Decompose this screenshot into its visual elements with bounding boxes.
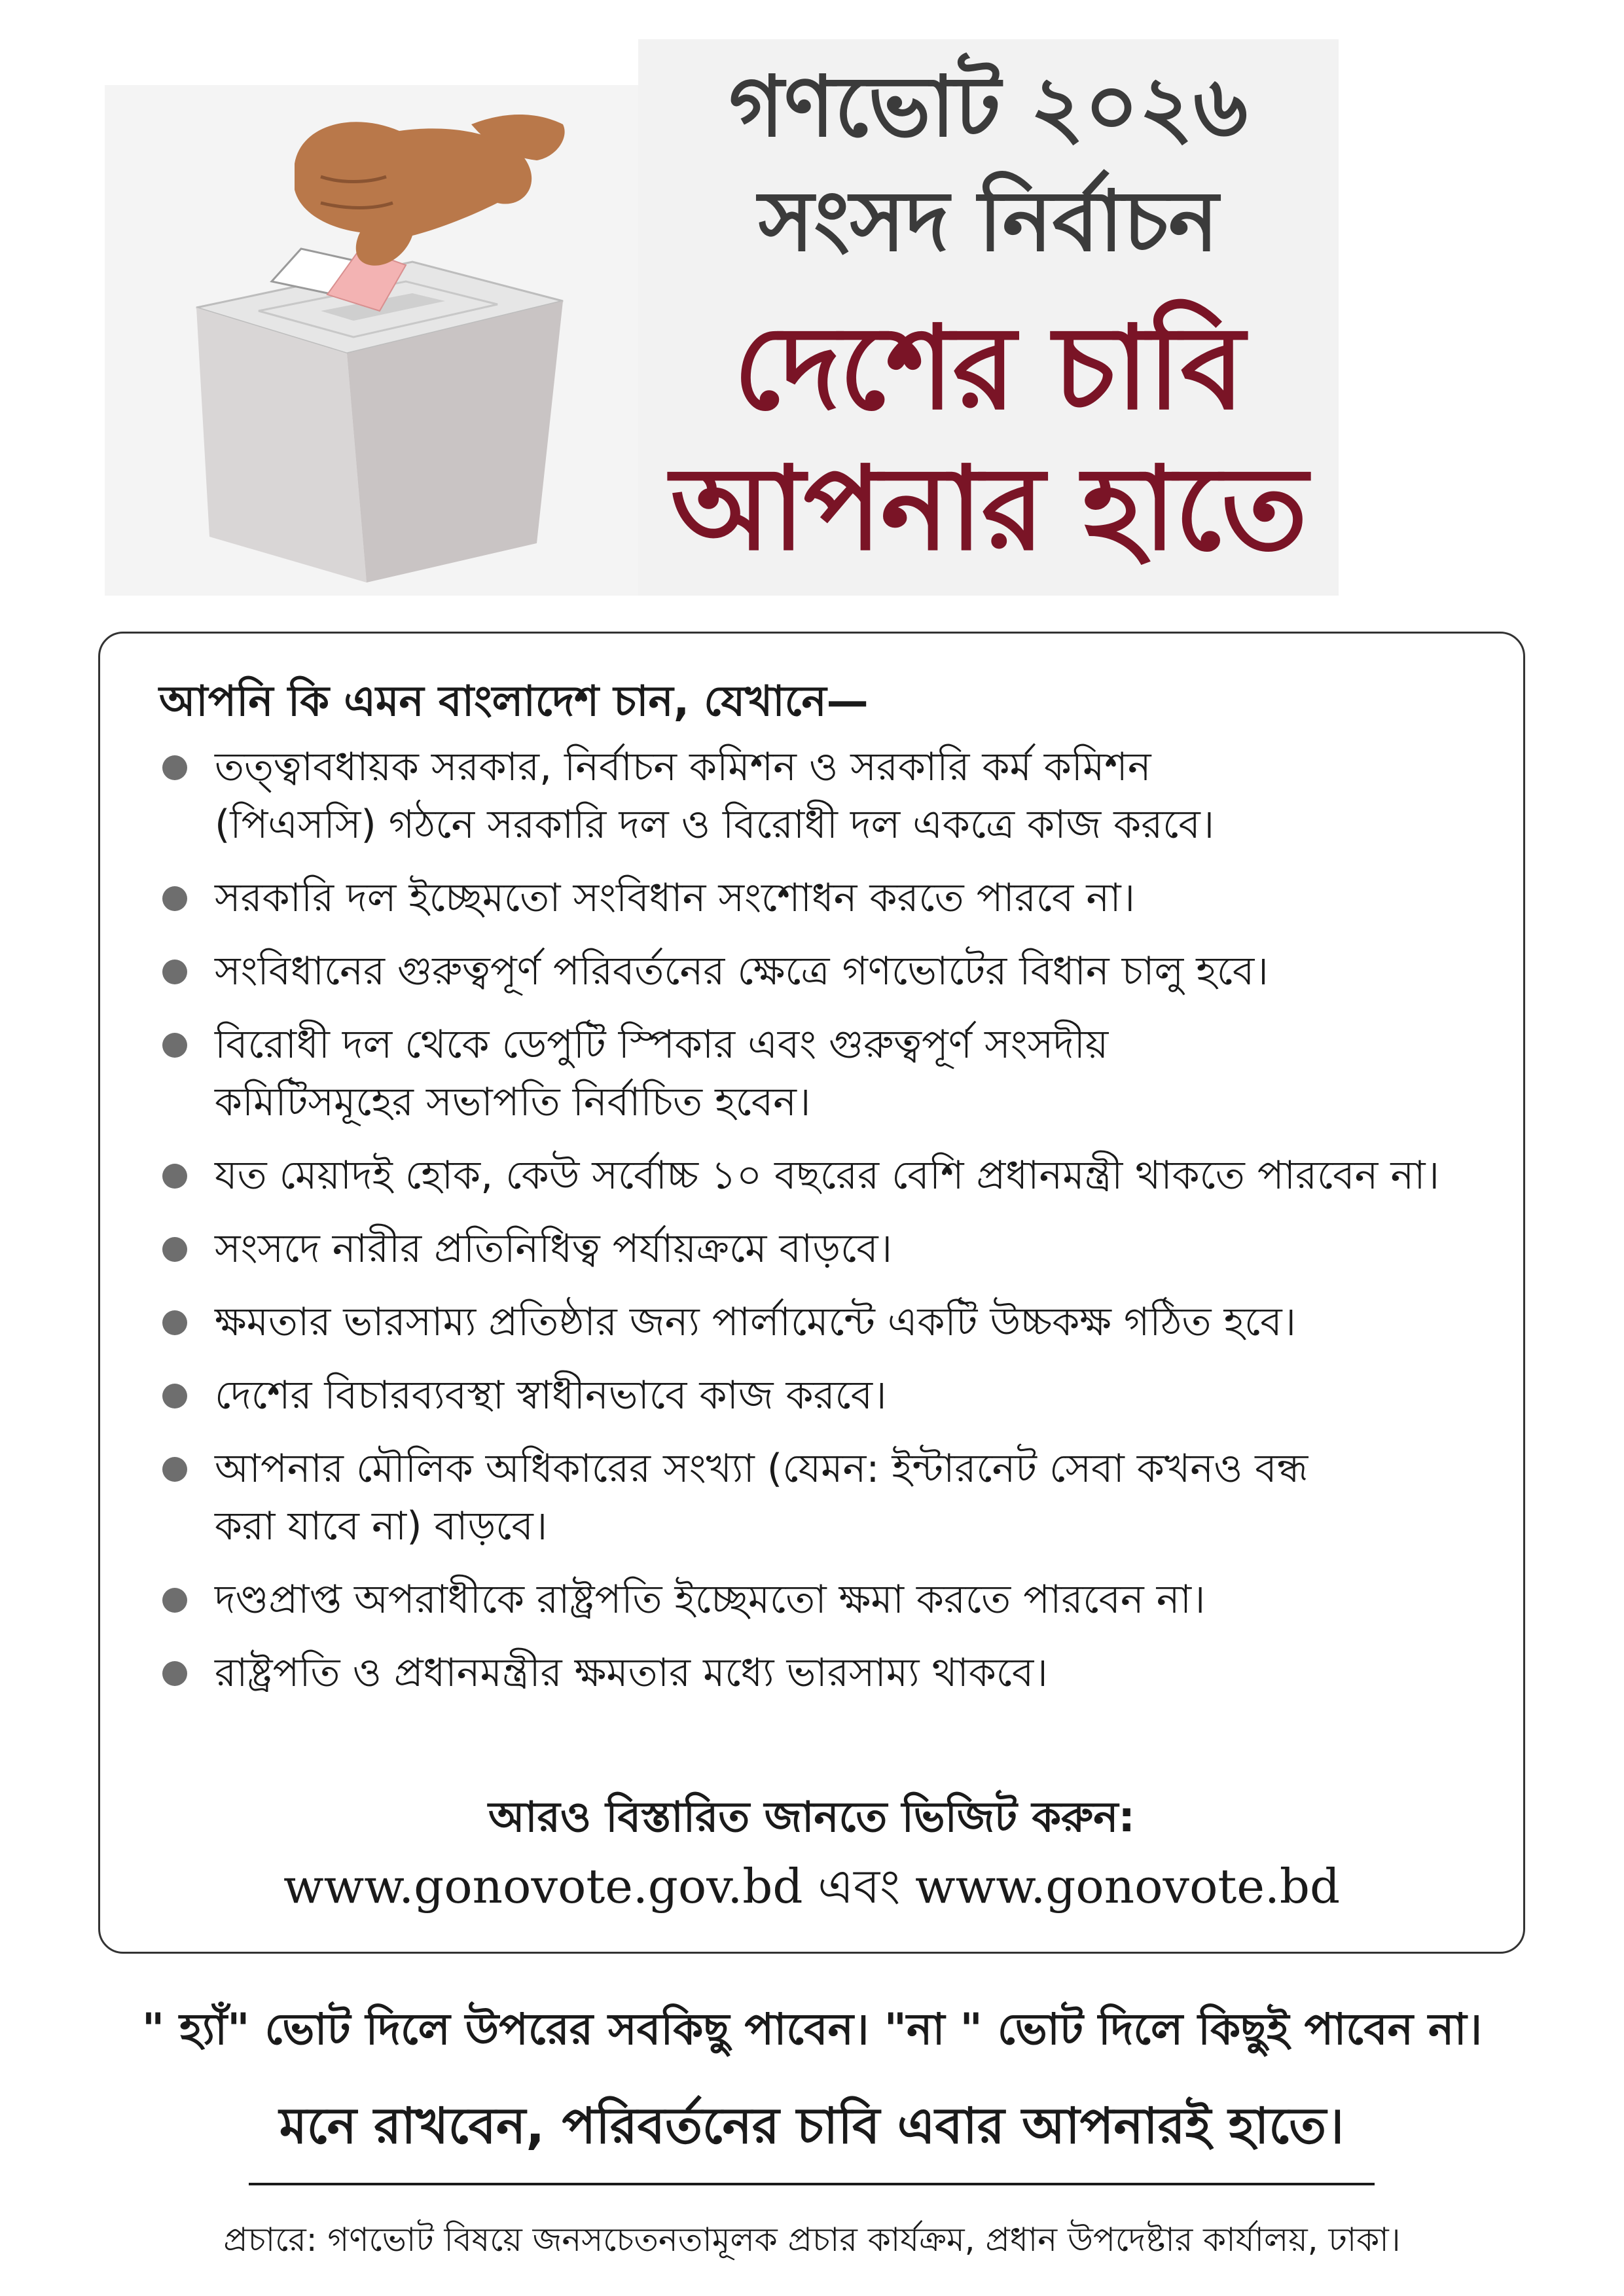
list-item bbox=[162, 1147, 1511, 1204]
bullet-icon bbox=[162, 886, 187, 911]
ballot-box-illustration bbox=[105, 85, 668, 596]
intro-question: আপনি কি এমন বাংলাদেশ চান, যেখানে— bbox=[159, 677, 869, 726]
list-item-line: সংসদে নারীর প্রতিনিধিত্ব পর্যায়ক্রমে বাড়বে। bbox=[215, 1226, 893, 1272]
bullet-icon bbox=[162, 960, 187, 984]
list-item bbox=[162, 738, 1511, 853]
list-item-line: তত্ত্বাবধায়ক সরকার, নির্বাচন কমিশন ও সরকারি কর্ম কমিশন bbox=[215, 744, 1151, 790]
remember-statement: মনে রাখবেন, পরিবর্তনের চাবি এবার আপনারই হাতে। bbox=[249, 2088, 1375, 2185]
slogan-line-2: আপনার হাতে bbox=[670, 442, 1307, 576]
list-item bbox=[162, 1220, 1511, 1278]
list-item-line: সংবিধানের গুরুত্বপূর্ণ পরিবর্তনের ক্ষেত্রে গণভোটের বিধান চালু হবে। bbox=[215, 948, 1269, 994]
list-item-line: সরকারি দল ইচ্ছেমতো সংবিধান সংশোধন করতে পারবে না। bbox=[215, 875, 1136, 921]
list-item-line: ক্ষমতার ভারসাম্য প্রতিষ্ঠার জন্য পার্লামেন্টে একটি উচ্চকক্ষ গঠিত হবে। bbox=[215, 1299, 1297, 1345]
title-line-2: সংসদ নির্বাচন bbox=[758, 173, 1219, 270]
list-item-line: আপনার মৌলিক অধিকারের সংখ্যা (যেমন: ইন্টারনেট সেবা কখনও বন্ধ bbox=[215, 1446, 1308, 1492]
list-item bbox=[162, 869, 1511, 927]
hand-illustration bbox=[295, 115, 565, 266]
bullet-icon bbox=[162, 1661, 187, 1686]
benefit-list bbox=[162, 738, 1511, 1717]
title-line-1: গণভোট ২০২৬ bbox=[729, 58, 1248, 156]
list-item-line: যত মেয়াদই হোক, কেউ সর্বোচ্চ ১০ বছরের বেশি প্রধানমন্ত্রী থাকতে পারবেন না। bbox=[215, 1153, 1440, 1198]
list-item bbox=[162, 1440, 1511, 1555]
list-item bbox=[162, 1016, 1511, 1131]
list-item-line: দেশের বিচারব্যবস্থা স্বাধীনভাবে কাজ করবে। bbox=[215, 1372, 887, 1418]
header-titles bbox=[638, 39, 1339, 596]
list-item-line: বিরোধী দল থেকে ডেপুটি স্পিকার এবং গুরুত্বপূর্ণ সংসদীয় bbox=[215, 1022, 1109, 1067]
list-item-line: করা যাবে না) বাড়বে। bbox=[215, 1503, 548, 1549]
bullet-icon bbox=[162, 1588, 187, 1613]
bullet-icon bbox=[162, 1164, 187, 1189]
list-item bbox=[162, 942, 1511, 1000]
bullet-icon bbox=[162, 1457, 187, 1482]
bullet-icon bbox=[162, 1310, 187, 1335]
bullet-icon bbox=[162, 1384, 187, 1408]
bullet-icon bbox=[162, 755, 187, 780]
list-item-line: দণ্ডপ্রাপ্ত অপরাধীকে রাষ্ট্রপতি ইচ্ছেমতো ক্ষমা করতে পারবেন না। bbox=[215, 1577, 1206, 1623]
list-item-line: রাষ্ট্রপতি ও প্রধানমন্ত্রীর ক্ষমতার মধ্যে ভারসাম্য থাকবে। bbox=[215, 1650, 1048, 1696]
yes-no-statement: " হ্যাঁ" ভোট দিলে উপরের সবকিছু পাবেন। "না " ভোট দিলে কিছুই পাবেন না। bbox=[141, 2004, 1483, 2054]
list-item bbox=[162, 1293, 1511, 1351]
list-item-line: কমিটিসমূহের সভাপতি নির্বাচিত হবেন। bbox=[215, 1079, 811, 1125]
bullet-icon bbox=[162, 1237, 187, 1262]
footer-credit: প্রচারে: গণভোট বিষয়ে জনসচেতনতামূলক প্রচার কার্যক্রম, প্রধান উপদেষ্টার কার্যালয়, ঢাকা। bbox=[223, 2221, 1401, 2259]
info-box bbox=[98, 632, 1525, 1954]
list-item bbox=[162, 1571, 1511, 1628]
slogan-line-1: দেশের চাবি bbox=[733, 301, 1244, 435]
list-item-line: (পিএসসি) গঠনে সরকারি দল ও বিরোধী দল একত্রে কাজ করবে। bbox=[215, 802, 1215, 848]
website-links: www.gonovote.gov.bd এবং www.gonovote.bd bbox=[283, 1859, 1341, 1914]
list-item bbox=[162, 1644, 1511, 1702]
more-info-label: আরও বিস্তারিত জানতে ভিজিট করুন: bbox=[488, 1793, 1135, 1842]
list-item bbox=[162, 1367, 1511, 1424]
ballot-illustration bbox=[105, 85, 668, 596]
bullet-icon bbox=[162, 1033, 187, 1058]
